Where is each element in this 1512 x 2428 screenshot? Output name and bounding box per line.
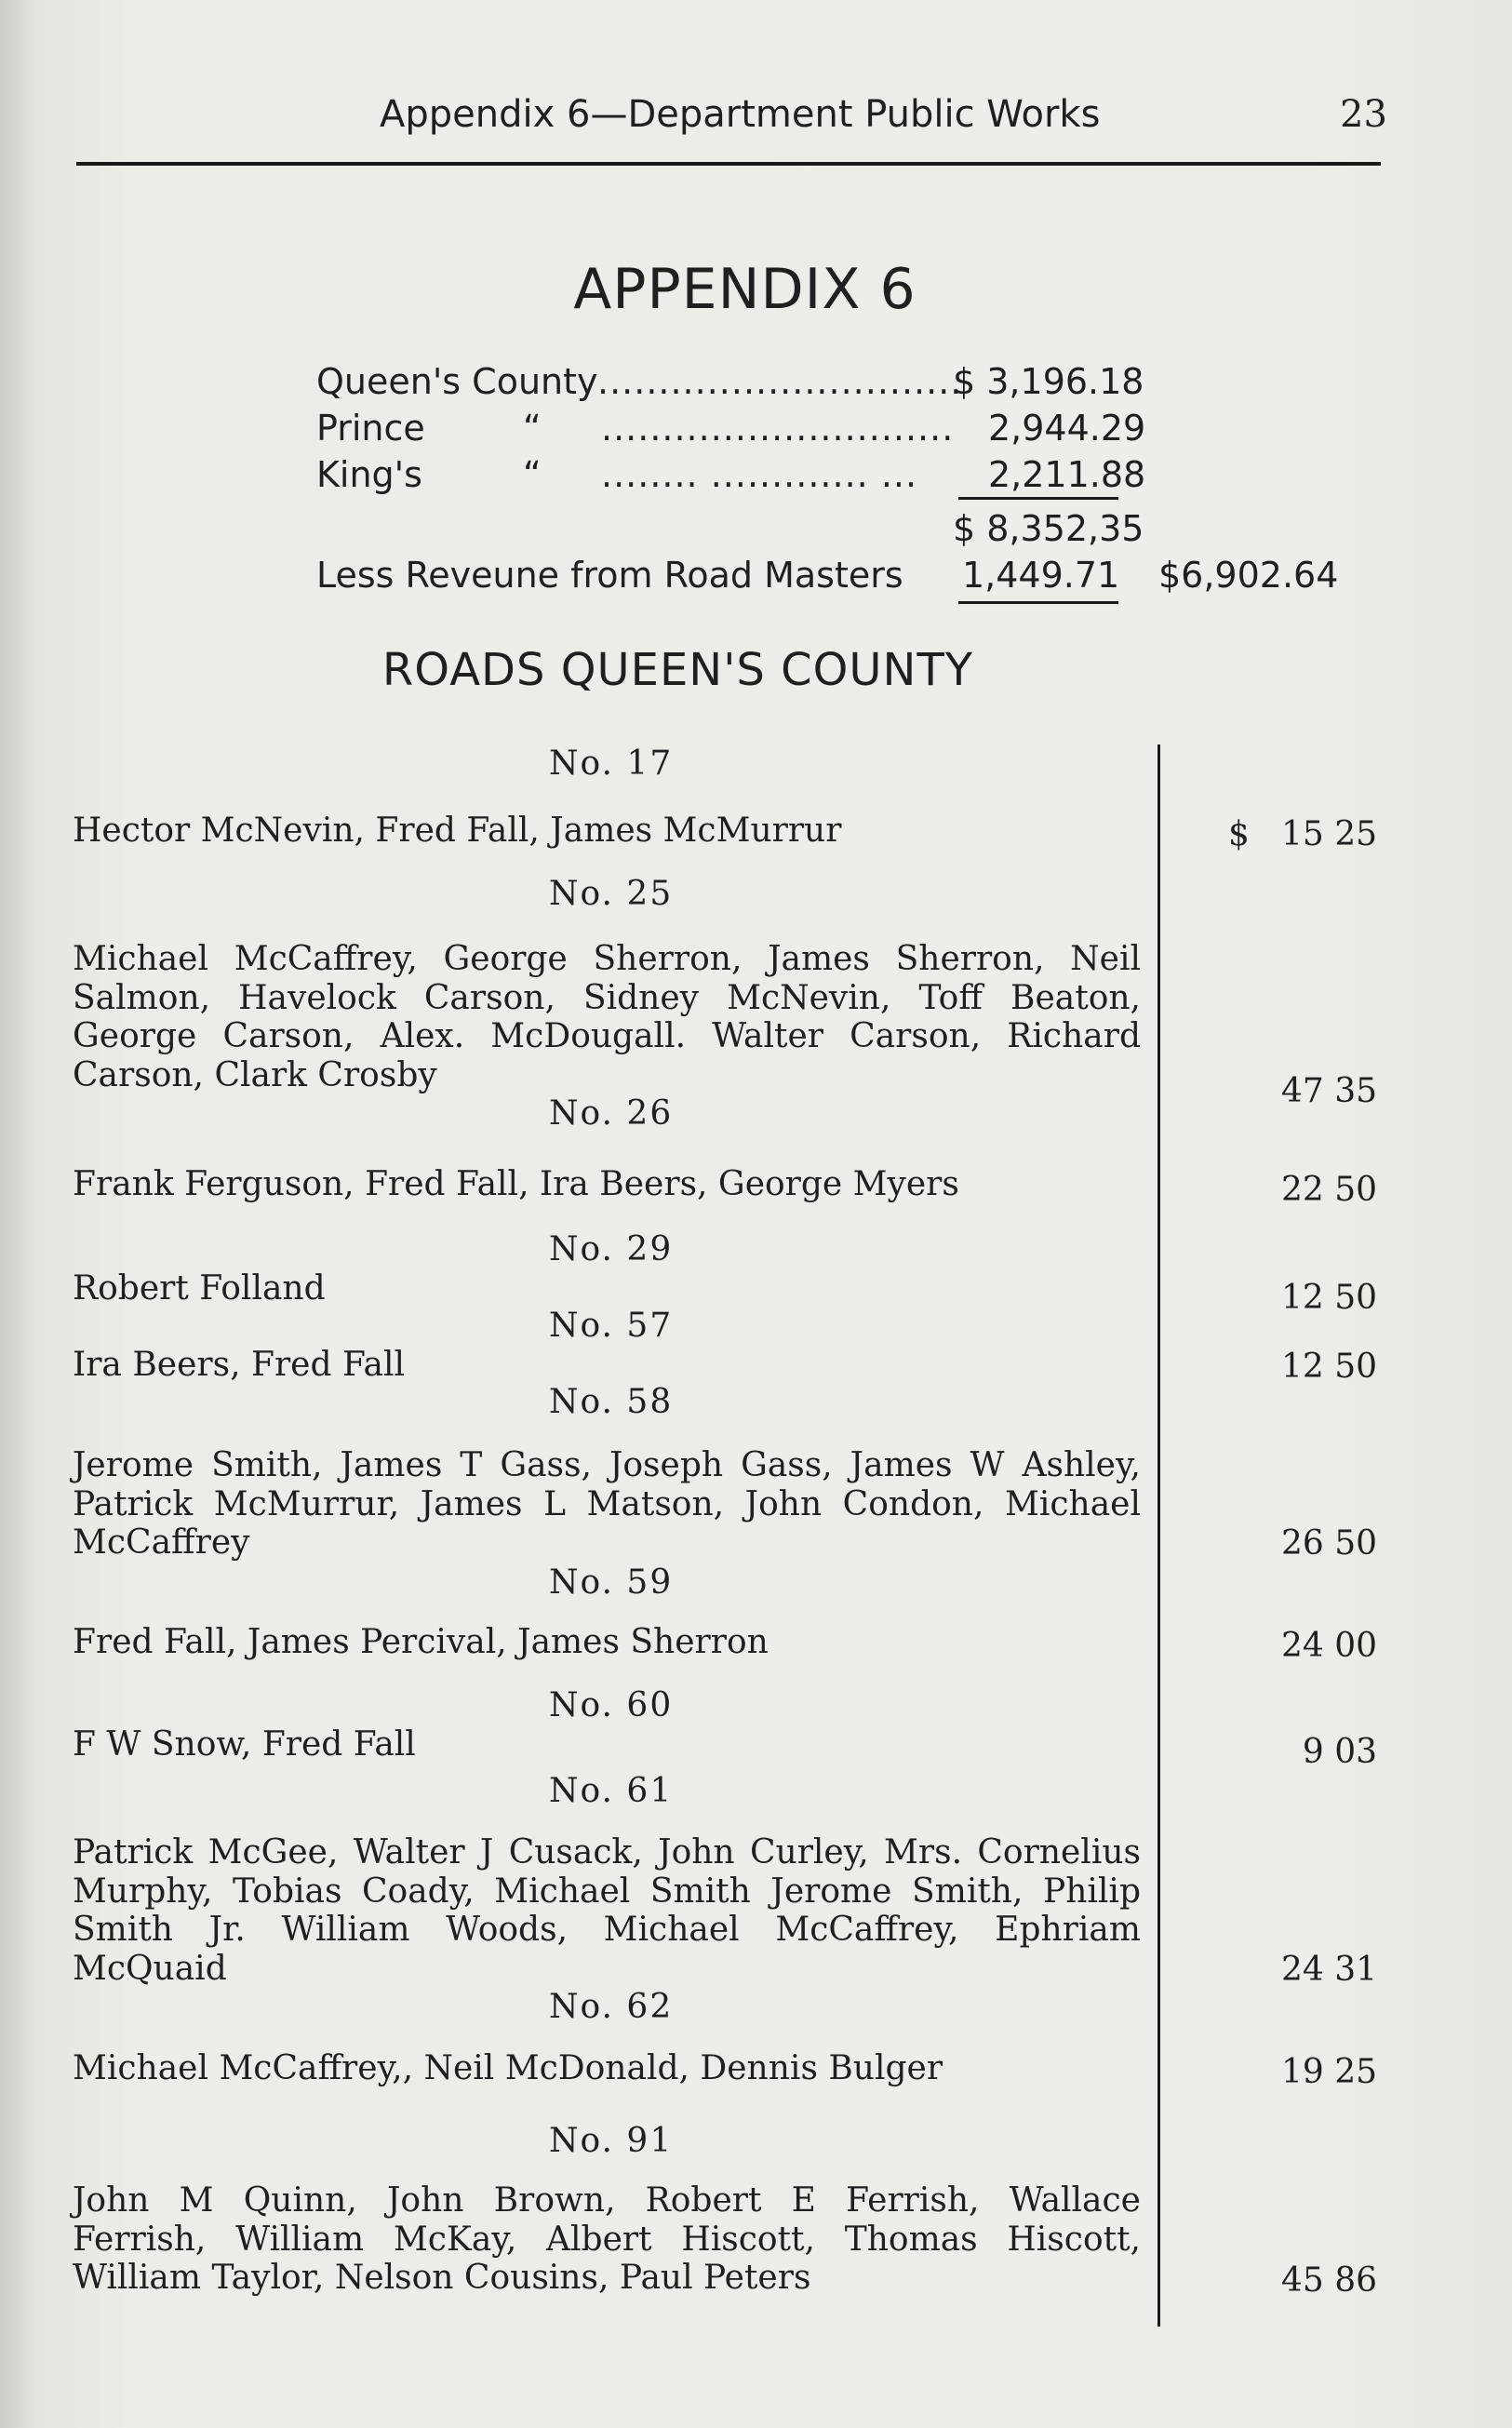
road-amount: 26 50 [1280,1524,1377,1563]
road-amount: 47 35 [1280,1072,1377,1110]
road-number: No. 60 [549,1686,674,1724]
road-amount: 24 31 [1280,1951,1377,1989]
workers-line: Jerome Smith, James T Gass, Joseph Gass, James W Ashley, [73,1446,1141,1484]
workers-line: John M Quinn, John Brown, Robert E Ferrish, Wallace [73,2181,1141,2220]
summary-row-label: Prince [316,408,425,449]
leader-dots: ........ ............. ... [601,454,918,495]
road-number: No. 17 [549,744,674,783]
road-workers [73,812,1141,851]
road-workers [73,1833,1141,1988]
appendix-title: APPENDIX 6 [573,257,917,322]
workers-line: Carson, Clark Crosby [73,1055,437,1094]
summary-less-amount: 1,449.71 [962,555,1120,596]
workers-line: Ferrish, William McKay, Albert Hiscott, Thomas Hiscott, [73,2220,1141,2259]
road-amount: 22 50 [1280,1171,1377,1209]
workers-line: McCaffrey [73,1523,250,1562]
workers-line: Robert Folland [73,1269,326,1308]
road-workers [73,1725,1141,1764]
road-workers [73,940,1141,1094]
workers-line: Smith Jr. William Woods, Michael McCaffrey, Ephriam [73,1911,1141,1949]
sum-underline [958,497,1118,500]
road-number: No. 59 [549,1563,674,1602]
running-header-title: Appendix 6—Department Public Works [380,93,1101,136]
summary-row-amount: 2,211.88 [988,454,1146,495]
road-number: No. 58 [549,1383,674,1421]
road-number: No. 61 [549,1772,674,1810]
road-amount [1228,815,1377,853]
road-number: No. 29 [549,1230,674,1268]
workers-line: Michael McCaffrey,, Neil McDonald, Dennis Bulger [73,2049,943,2087]
road-number: No. 57 [549,1307,674,1345]
sum-underline [958,601,1118,604]
workers-line: William Taylor, Nelson Cousins, Paul Peters [73,2259,811,2297]
road-amount: 12 50 [1280,1348,1377,1386]
workers-line: Murphy, Tobias Coady, Michael Smith Jerome Smith, Philip [73,1871,1141,1911]
summary-row-amount: $ 3,196.18 [953,361,1144,402]
dollar-sign: $ [1228,815,1250,853]
amount-value: 15 25 [1280,815,1377,853]
road-number: No. 26 [549,1094,674,1133]
road-number: No. 25 [549,875,674,913]
section-title: ROADS QUEEN'S COUNTY [381,644,974,696]
road-amount: 12 50 [1280,1279,1377,1317]
summary-row-label: Queen's County [316,361,598,402]
leader-dots: ............................. [601,408,955,449]
summary-net-total: $6,902.64 [1158,555,1339,596]
road-amount: 9 03 [1302,1733,1377,1771]
workers-line: F W Snow, Fred Fall [73,1725,416,1764]
summary-less-label: Less Reveune from Road Masters [316,555,903,596]
road-workers [73,2181,1141,2298]
workers-line: McQuaid [73,1949,227,1988]
running-header [0,93,1512,149]
workers-line: Patrick McGee, Walter J Cusack, John Curley, Mrs. Cornelius [73,1833,1141,1871]
road-amount: 19 25 [1280,2053,1377,2091]
workers-line: Patrick McMurrur, James L Matson, John Condon, Michael [73,1484,1141,1523]
road-workers [73,1165,1141,1204]
ditto-mark: “ [523,454,542,495]
road-workers [73,1623,1141,1662]
workers-line: Michael McCaffrey, George Sherron, James Sherron, Neil [73,940,1141,978]
summary-row-amount: 2,944.29 [988,408,1146,449]
road-workers [73,1446,1141,1563]
workers-line: George Carson, Alex. McDougall. Walter Carson, Richard [73,1017,1141,1055]
road-amount: 24 00 [1280,1627,1377,1665]
road-workers [73,1346,1141,1385]
page-number: 23 [1340,93,1387,136]
workers-line: Fred Fall, James Percival, James Sherron [73,1623,769,1661]
leader-dots: .............................. [597,361,963,402]
summary-row-label: King's [316,454,422,495]
road-amount: 45 86 [1280,2261,1377,2300]
ditto-mark: “ [523,408,542,449]
workers-line: Hector McNevin, Fred Fall, James McMurrur [73,812,842,850]
road-number: No. 62 [549,1988,674,2026]
header-rule [76,162,1381,166]
workers-line: Salmon, Havelock Carson, Sidney McNevin, Toff Beaton, [73,978,1141,1017]
workers-line: Frank Ferguson, Fred Fall, Ira Beers, George Myers [73,1165,959,1203]
road-workers [73,2049,1141,2088]
road-workers [73,1269,1141,1308]
summary-subtotal: $ 8,352,35 [953,508,1144,549]
road-number: No. 91 [549,2122,674,2160]
column-rule [1157,744,1160,2327]
workers-line: Ira Beers, Fred Fall [73,1346,405,1384]
